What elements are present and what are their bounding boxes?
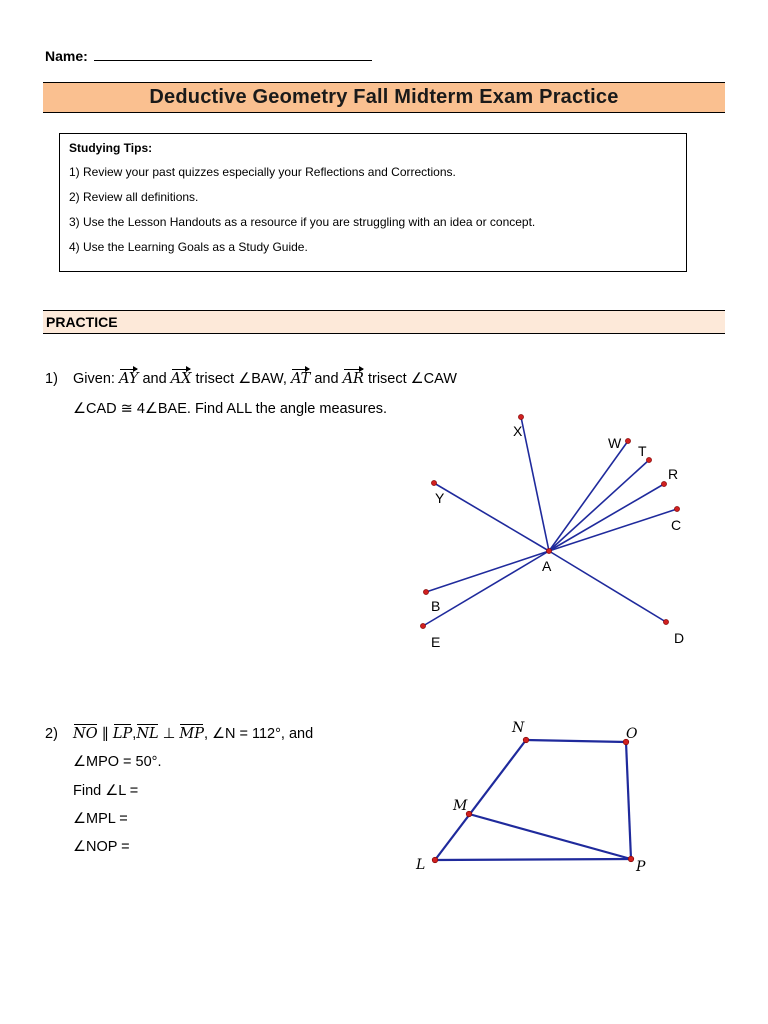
point-w	[625, 438, 630, 443]
question-2-given: NO ∥ LP,NL ⊥ MP, ∠N = 112°, and	[73, 726, 314, 742]
point-c	[674, 506, 679, 511]
question-2-given-angle: ∠MPO = 50°.	[73, 754, 162, 770]
name-blank-line[interactable]	[94, 46, 372, 61]
question-number: 2)	[45, 726, 58, 742]
label-a: A	[542, 558, 552, 574]
tip-item: 3) Use the Lesson Handouts as a resource if you are struggling with an idea or concept.	[69, 215, 536, 229]
segment-nl: NL	[136, 726, 159, 742]
segment-lp: LP	[112, 726, 133, 742]
label-m: M	[453, 798, 468, 814]
label-c: C	[671, 517, 682, 533]
point-b	[423, 589, 428, 594]
point-y	[431, 480, 436, 485]
question-1-prompt: ∠CAD ≅ 4∠BAE. Find ALL the angle measures.	[73, 401, 388, 417]
question-2-find-l: Find ∠L =	[73, 783, 139, 799]
label-y: Y	[435, 490, 445, 506]
ray-ax: AX	[170, 371, 192, 387]
label-p: P	[636, 859, 646, 875]
point-l	[432, 857, 438, 863]
question-2-find-nop: ∠NOP =	[73, 839, 130, 855]
point-p	[628, 856, 634, 862]
point-d	[663, 619, 668, 624]
name-label: Name:	[45, 48, 88, 64]
point-n	[523, 737, 529, 743]
practice-section-header	[43, 310, 725, 334]
page-title: Deductive Geometry Fall Midterm Exam Practice	[149, 86, 619, 108]
label-e: E	[431, 634, 441, 650]
label-t: T	[638, 443, 647, 459]
label-o: O	[626, 726, 638, 742]
label-l: L	[416, 857, 426, 873]
point-x	[518, 414, 523, 419]
section-title: PRACTICE	[46, 314, 118, 330]
figure-1-rays	[400, 400, 720, 660]
segment-mp: MP	[179, 726, 204, 742]
tip-item: 1) Review your past quizzes especially your Reflections and Corrections.	[69, 165, 456, 179]
point-a	[546, 548, 551, 553]
point-t	[646, 457, 651, 462]
label-d: D	[674, 630, 685, 646]
title-banner	[43, 82, 725, 113]
tip-item: 4) Use the Learning Goals as a Study Guide.	[69, 240, 308, 254]
label-w: W	[608, 435, 622, 451]
ray-at: AT	[290, 371, 311, 387]
tip-item: 2) Review all definitions.	[69, 190, 199, 204]
label-r: R	[668, 466, 679, 482]
question-number: 1)	[45, 371, 58, 387]
ray-ay: AY	[118, 371, 139, 387]
studying-tips-box	[59, 133, 687, 272]
figure-2-trapezoid	[400, 710, 660, 880]
label-b: B	[431, 598, 441, 614]
question-2-find-mpl: ∠MPL =	[73, 811, 128, 827]
label-x: X	[513, 423, 523, 439]
tips-heading: Studying Tips:	[69, 141, 153, 155]
point-e	[420, 623, 425, 628]
ray-ar: AR	[342, 371, 364, 387]
segment-no: NO	[73, 726, 98, 742]
name-field	[45, 46, 372, 64]
point-r	[661, 481, 666, 486]
question-1-given: Given: AY and AX trisect ∠BAW, AT and AR trisect ∠CAW	[73, 371, 457, 387]
label-n: N	[512, 720, 525, 736]
